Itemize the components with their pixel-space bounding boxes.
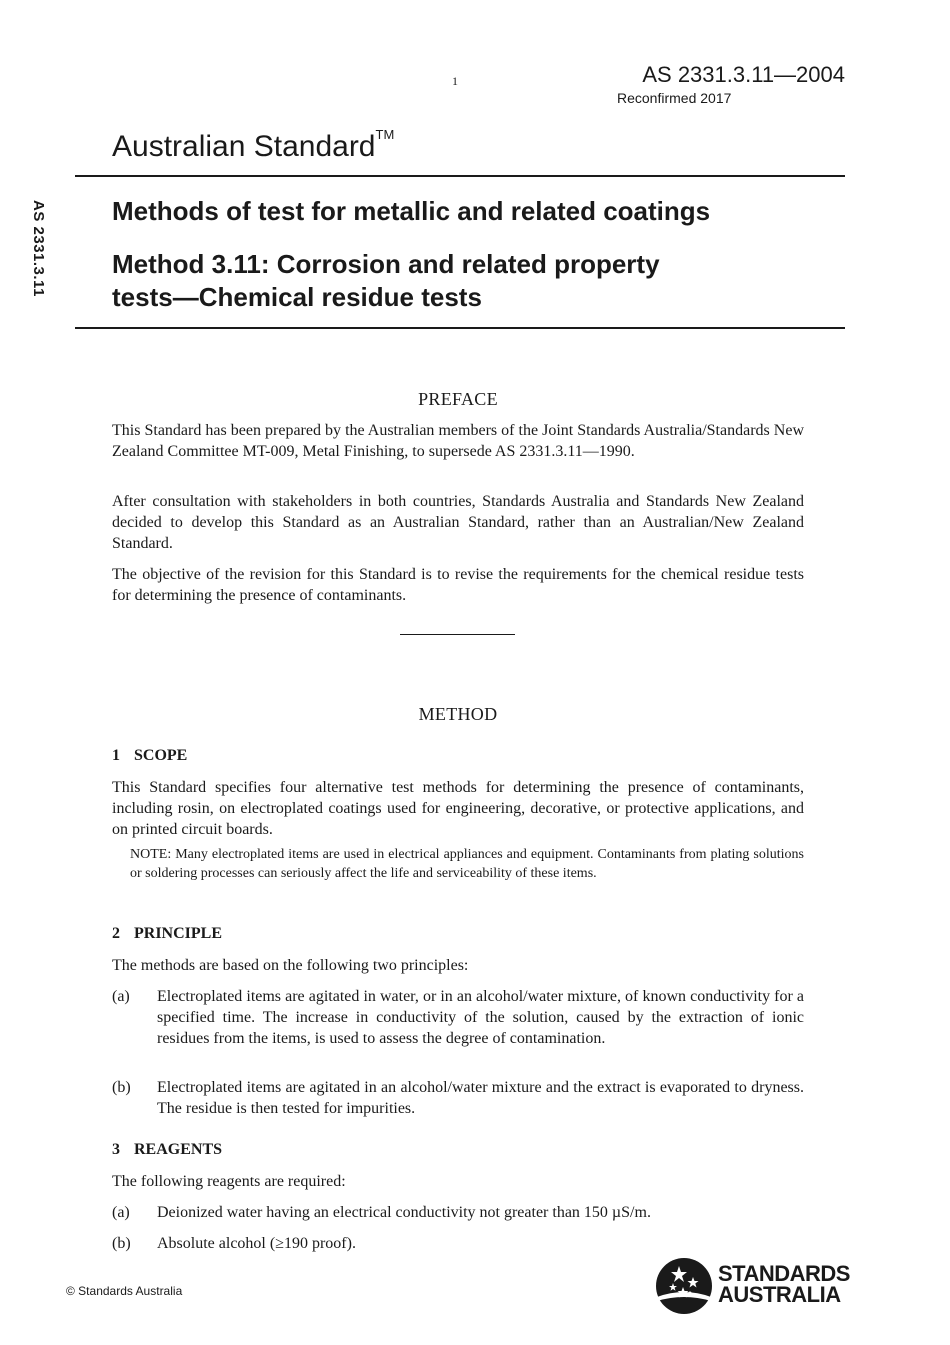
list-item-label: (b) <box>112 1079 131 1096</box>
logo-line-2: AUSTRALIA <box>718 1282 841 1307</box>
scope-note: NOTE: Many electroplated items are used in electrical appliances and equipment. Contaminants from plating solutions or soldering processes can seriously affect the life and serviceability of these items. <box>130 847 804 881</box>
trademark-mark: TM <box>375 127 395 142</box>
list-item <box>112 1233 804 1254</box>
side-label-text: AS 2331.3.11 <box>30 200 47 297</box>
page-number: 1 <box>452 74 458 88</box>
brand-title-text: Australian Standard <box>112 130 376 163</box>
list-item-text: Deionized water having an electrical conductivity not greater than 150 µS/m. <box>157 1204 651 1221</box>
preface-paragraph: The objective of the revision for this Standard is to revise the requirements for the chemical residue tests for determining the presence of contaminants. <box>112 566 804 604</box>
preface-divider <box>400 634 515 635</box>
copyright-notice: © Standards Australia <box>66 1284 183 1298</box>
section-number: 3 <box>112 1141 120 1158</box>
section-title: REAGENTS <box>134 1141 223 1158</box>
preface-paragraph: This Standard has been prepared by the Australian members of the Joint Standards Australia/Standards New Zealand Committee MT-009, Metal Finishing, to supersede AS 2331.3.11—1990. <box>112 422 804 460</box>
section-heading-scope <box>112 747 187 765</box>
header-rule-bottom <box>75 327 845 329</box>
document-code: AS 2331.3.11—2004 <box>642 62 845 87</box>
list-item-label: (b) <box>112 1235 131 1252</box>
brand-title <box>112 127 395 164</box>
list-item-label: (a) <box>112 988 130 1005</box>
section-title: PRINCIPLE <box>134 925 223 942</box>
standards-australia-logo <box>655 1257 855 1317</box>
list-item <box>112 1077 804 1119</box>
southern-cross-globe-icon <box>655 1257 713 1315</box>
list-item <box>112 986 804 1070</box>
preface-paragraph: After consultation with stakeholders in both countries, Standards Australia and Standards New Zealand decided to develop this Standard as an Australian Standard, rather than an Australian/New Zealand Standard. <box>112 493 804 552</box>
section-number: 2 <box>112 925 120 942</box>
method-title <box>112 248 812 314</box>
reconfirmed-note: Reconfirmed 2017 <box>617 90 732 106</box>
section-number: 1 <box>112 747 120 764</box>
list-item-label: (a) <box>112 1204 130 1221</box>
list-item-text: Electroplated items are agitated in water, or in an alcohol/water mixture, of known conductivity for a specified time. The increase in conductivity of the solution, caused by the extraction of ionic residues from the items, is used to assess the degree of contamination. <box>157 988 804 1047</box>
section-heading-reagents <box>112 1141 222 1159</box>
list-item-text: Electroplated items are agitated in an alcohol/water mixture and the extract is evaporated to dryness. The residue is then tested for impurities. <box>157 1079 804 1117</box>
section-title: SCOPE <box>134 747 188 764</box>
document-title: Methods of test for metallic and related coatings <box>112 196 711 226</box>
logo-wordmark <box>718 1263 850 1305</box>
preface-heading: PREFACE <box>418 389 498 409</box>
section-heading-principle <box>112 925 222 943</box>
side-label <box>10 200 70 330</box>
method-heading: METHOD <box>418 704 498 724</box>
reagents-intro: The following reagents are required: <box>112 1173 346 1190</box>
list-item <box>112 1202 804 1223</box>
logo-line-1: STANDARDS <box>718 1261 850 1286</box>
list-item-text: Absolute alcohol (≥190 proof). <box>157 1235 356 1252</box>
scope-text: This Standard specifies four alternative test methods for determining the presence of contaminants, including rosin, on electroplated coatings used for engineering, decorative, or protective applications, and on printed circuit boards. <box>112 779 804 838</box>
method-title-line-2: tests—Chemical residue tests <box>112 282 482 312</box>
header-rule-top <box>75 175 845 177</box>
method-title-line-1: Method 3.11: Corrosion and related property <box>112 249 660 279</box>
principle-intro: The methods are based on the following two principles: <box>112 957 469 974</box>
